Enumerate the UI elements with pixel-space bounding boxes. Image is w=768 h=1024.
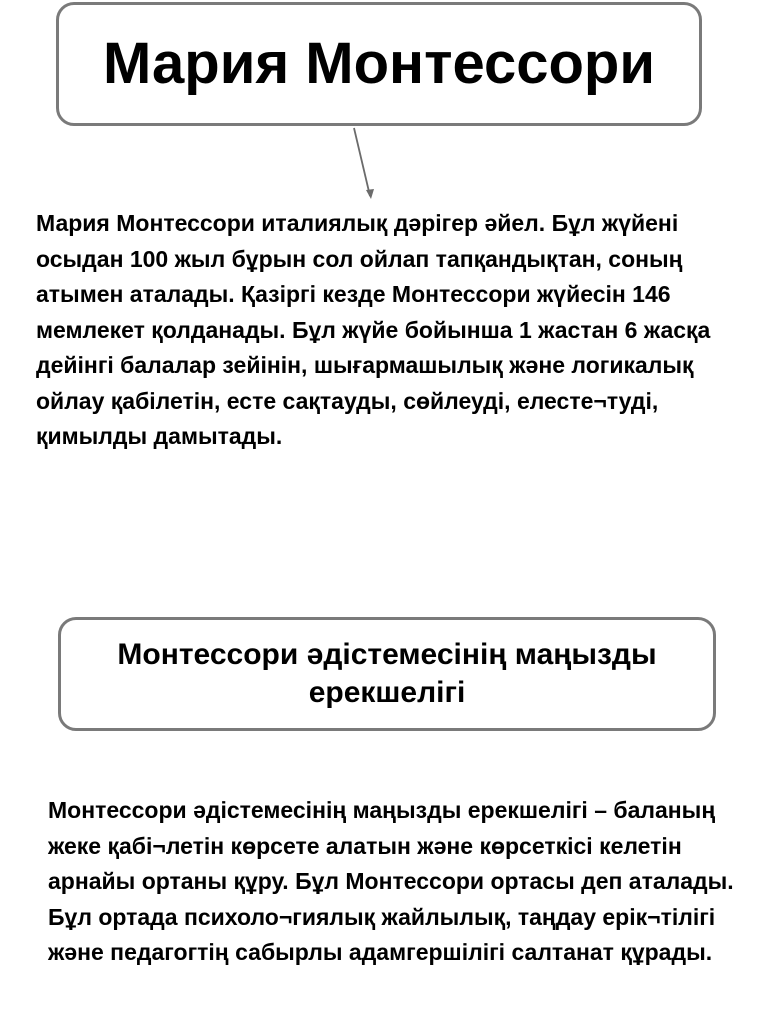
title-box (56, 2, 702, 126)
arrow-line (354, 128, 370, 196)
arrow-connector (340, 126, 390, 206)
page-title: Мария Монтессори (102, 31, 656, 96)
intro-paragraph: Мария Монтессори италиялық дәрігер әйел. Бұл жүйені осыдан 100 жыл бұрын сол ойлап тапқандықтан, соның атымен аталады. Қазіргі кезде Монтессори жүйесін 146 мемлекет қолданады. Бұл жүйе бойынша 1 жастан 6 жасқа дейінгі балалар зейінін, шығармашылық және логикалық ойлау қабілетін, есте сақтауды, сөйлеуді, елесте¬туді, қимылды дамытады. (36, 210, 711, 449)
arrow-head (366, 189, 374, 199)
section-subtitle: Монтессори әдістемесінің маңызды ерекшелігі (117, 638, 657, 709)
subtitle-box (58, 617, 716, 731)
feature-paragraph: Монтессори әдістемесінің маңызды ерекшелігі – баланың жеке қабі¬летін көрсете алатын және көрсеткісі келетін арнайы ортаны құру. Бұл Монтессори ортасы деп аталады. Бұл ортада психоло¬гиялық жайлылық, таңдау ерік¬тілігі және педагогтің сабырлы адамгершілігі салтанат құрады. (48, 797, 734, 965)
